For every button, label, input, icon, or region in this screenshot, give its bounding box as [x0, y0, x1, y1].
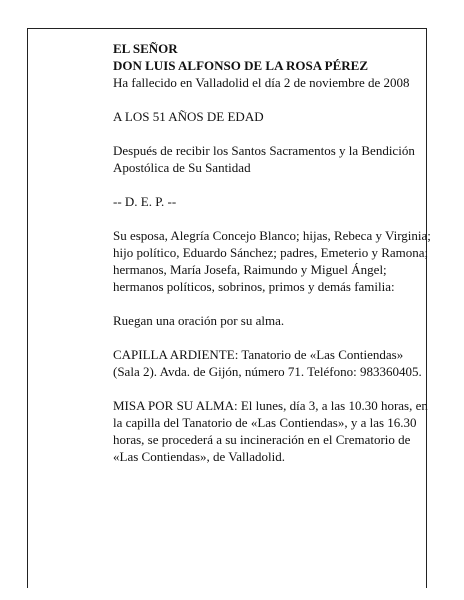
rip-line: -- D. E. P. -- — [113, 194, 177, 209]
notice-header — [113, 40, 431, 91]
mass-paragraph: MISA POR SU ALMA: El lunes, día 3, a las 10.30 horas, en la capilla del Tanatorio de «Las Contiendas», y a las 16.30 horas, se procederá a su incineración en el Crematorio de «Las Contiendas», de Valladolid. — [113, 398, 428, 464]
obituary-notice — [113, 40, 431, 482]
family-paragraph: Su esposa, Alegría Concejo Blanco; hijas, Rebeca y Virginia; hijo político, Eduardo Sánchez; padres, Emeterio y Ramona; hermanos, María Josefa, Raimundo y Miguel Ángel; hermanos políticos, sobrinos, primos y demás familia: — [113, 228, 431, 294]
title-line-1: EL SEÑOR — [113, 41, 178, 56]
deceased-name: DON LUIS ALFONSO DE LA ROSA PÉREZ — [113, 58, 369, 73]
chapel-paragraph: CAPILLA ARDIENTE: Tanatorio de «Las Contiendas» (Sala 2). Avda. de Gijón, número 71. Teléfono: 983360405. — [113, 347, 422, 379]
sacraments-paragraph: Después de recibir los Santos Sacramentos y la Bendición Apostólica de Su Santidad — [113, 143, 415, 175]
prayer-paragraph: Ruegan una oración por su alma. — [113, 313, 285, 328]
death-info: Ha fallecido en Valladolid el día 2 de noviembre de 2008 — [113, 75, 410, 90]
age-line: A LOS 51 AÑOS DE EDAD — [113, 109, 264, 124]
